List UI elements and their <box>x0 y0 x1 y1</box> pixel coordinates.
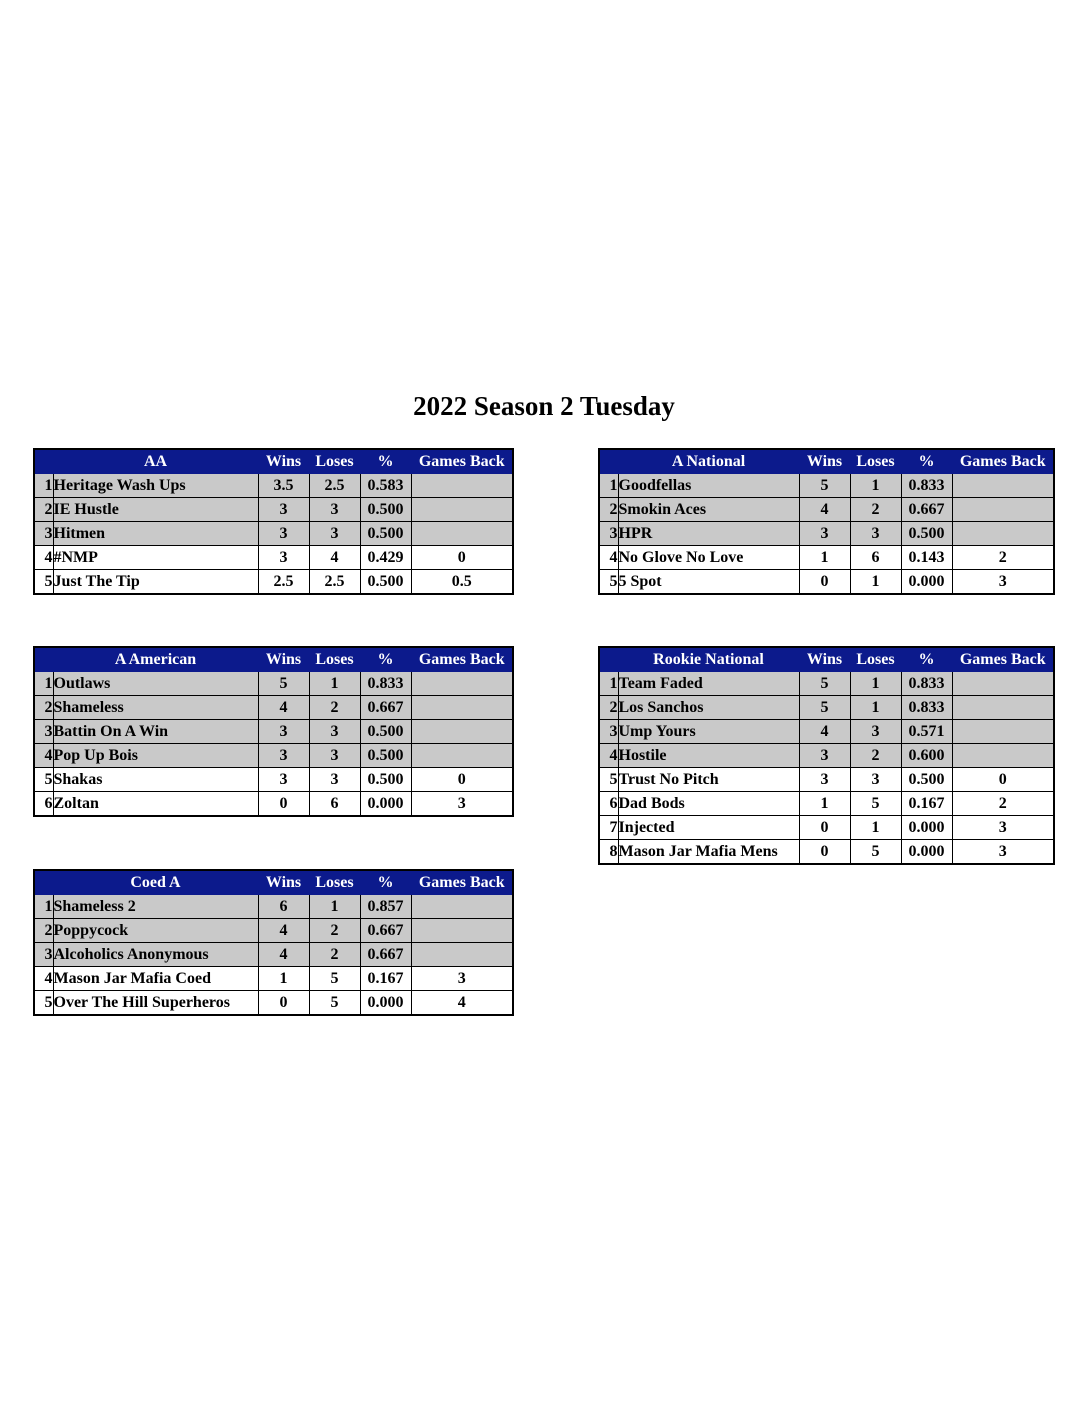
rank-cell: 4 <box>599 546 618 570</box>
wins-cell: 4 <box>258 696 309 720</box>
loses-cell: 2 <box>850 744 901 768</box>
games-back-cell <box>411 672 513 696</box>
loses-cell: 1 <box>850 570 901 595</box>
team-name-cell: Injected <box>618 816 799 840</box>
rank-cell: 1 <box>34 474 53 498</box>
rank-cell: 3 <box>599 522 618 546</box>
loses-cell: 2.5 <box>309 570 360 595</box>
games-back-cell <box>411 474 513 498</box>
wins-cell: 1 <box>258 967 309 991</box>
rank-header <box>34 647 53 672</box>
wins-cell: 3 <box>799 768 850 792</box>
table-row <box>599 768 1054 792</box>
games-back-cell <box>411 498 513 522</box>
rank-header <box>599 647 618 672</box>
loses-header: Loses <box>309 647 360 672</box>
table-row <box>34 919 513 943</box>
table-row <box>34 744 513 768</box>
table-row <box>599 474 1054 498</box>
team-name-cell: Los Sanchos <box>618 696 799 720</box>
division-name: A American <box>53 647 258 672</box>
standings-table-aa <box>33 448 514 595</box>
loses-cell: 2 <box>309 943 360 967</box>
games-back-header: Games Back <box>411 449 513 474</box>
table-row <box>599 720 1054 744</box>
rank-cell: 2 <box>34 919 53 943</box>
wins-cell: 3 <box>258 546 309 570</box>
team-name-cell: Dad Bods <box>618 792 799 816</box>
wins-cell: 1 <box>799 546 850 570</box>
pct-cell: 0.500 <box>360 522 411 546</box>
wins-cell: 3 <box>258 522 309 546</box>
pct-cell: 0.500 <box>901 522 952 546</box>
team-name-cell: Shameless 2 <box>53 895 258 919</box>
loses-cell: 3 <box>309 522 360 546</box>
wins-cell: 5 <box>799 474 850 498</box>
loses-cell: 6 <box>850 546 901 570</box>
loses-cell: 3 <box>309 720 360 744</box>
pct-cell: 0.833 <box>901 474 952 498</box>
games-back-cell <box>952 720 1054 744</box>
rank-cell: 6 <box>34 792 53 817</box>
wins-cell: 3 <box>258 498 309 522</box>
wins-header: Wins <box>799 647 850 672</box>
games-back-cell <box>952 696 1054 720</box>
table-row <box>599 840 1054 865</box>
loses-cell: 3 <box>850 522 901 546</box>
games-back-cell: 0 <box>411 546 513 570</box>
wins-cell: 5 <box>258 672 309 696</box>
wins-cell: 0 <box>258 991 309 1016</box>
pct-cell: 0.000 <box>360 991 411 1016</box>
rank-cell: 2 <box>34 696 53 720</box>
team-name-cell: Shakas <box>53 768 258 792</box>
table-header-row <box>599 647 1054 672</box>
table-row <box>34 570 513 595</box>
loses-cell: 3 <box>309 498 360 522</box>
wins-cell: 0 <box>799 570 850 595</box>
rank-cell: 1 <box>34 895 53 919</box>
table-header-row <box>34 870 513 895</box>
table-row <box>34 522 513 546</box>
table-header-row <box>34 449 513 474</box>
pct-cell: 0.000 <box>901 840 952 865</box>
games-back-cell: 3 <box>952 816 1054 840</box>
table-row <box>34 895 513 919</box>
rank-cell: 2 <box>599 498 618 522</box>
loses-cell: 5 <box>850 840 901 865</box>
games-back-cell: 2 <box>952 792 1054 816</box>
table-row <box>34 720 513 744</box>
wins-cell: 4 <box>799 720 850 744</box>
wins-cell: 0 <box>799 816 850 840</box>
loses-cell: 5 <box>309 991 360 1016</box>
loses-cell: 2 <box>309 919 360 943</box>
division-name: Coed A <box>53 870 258 895</box>
pct-header: % <box>901 449 952 474</box>
games-back-cell: 4 <box>411 991 513 1016</box>
wins-cell: 6 <box>258 895 309 919</box>
division-name: A National <box>618 449 799 474</box>
team-name-cell: Mason Jar Mafia Coed <box>53 967 258 991</box>
loses-cell: 2.5 <box>309 474 360 498</box>
wins-header: Wins <box>799 449 850 474</box>
rank-cell: 1 <box>599 474 618 498</box>
loses-cell: 2 <box>309 696 360 720</box>
division-name: AA <box>53 449 258 474</box>
loses-cell: 1 <box>309 672 360 696</box>
team-name-cell: Heritage Wash Ups <box>53 474 258 498</box>
table-row <box>599 744 1054 768</box>
table-row <box>34 943 513 967</box>
table-row <box>34 991 513 1016</box>
games-back-cell: 3 <box>952 570 1054 595</box>
games-back-header: Games Back <box>411 647 513 672</box>
team-name-cell: Mason Jar Mafia Mens <box>618 840 799 865</box>
loses-cell: 3 <box>850 720 901 744</box>
loses-cell: 4 <box>309 546 360 570</box>
team-name-cell: Smokin Aces <box>618 498 799 522</box>
team-name-cell: 5 Spot <box>618 570 799 595</box>
team-name-cell: Over The Hill Superheros <box>53 991 258 1016</box>
team-name-cell: Trust No Pitch <box>618 768 799 792</box>
pct-cell: 0.500 <box>360 720 411 744</box>
wins-header: Wins <box>258 870 309 895</box>
rank-cell: 7 <box>599 816 618 840</box>
wins-header: Wins <box>258 647 309 672</box>
standings-table-coed-a <box>33 869 514 1016</box>
table-row <box>34 474 513 498</box>
pct-cell: 0.000 <box>360 792 411 817</box>
pct-cell: 0.667 <box>360 943 411 967</box>
team-name-cell: #NMP <box>53 546 258 570</box>
wins-cell: 4 <box>258 919 309 943</box>
pct-cell: 0.833 <box>360 672 411 696</box>
loses-cell: 5 <box>309 967 360 991</box>
loses-cell: 1 <box>309 895 360 919</box>
table-row <box>34 792 513 817</box>
wins-cell: 5 <box>799 696 850 720</box>
wins-cell: 1 <box>799 792 850 816</box>
pct-cell: 0.833 <box>901 696 952 720</box>
wins-header: Wins <box>258 449 309 474</box>
pct-cell: 0.143 <box>901 546 952 570</box>
wins-cell: 3 <box>258 720 309 744</box>
team-name-cell: Outlaws <box>53 672 258 696</box>
rank-header <box>34 870 53 895</box>
wins-cell: 4 <box>258 943 309 967</box>
table-row <box>34 967 513 991</box>
rank-cell: 5 <box>599 570 618 595</box>
rank-header <box>599 449 618 474</box>
table-row <box>599 696 1054 720</box>
team-name-cell: Zoltan <box>53 792 258 817</box>
loses-cell: 5 <box>850 792 901 816</box>
rank-cell: 3 <box>34 943 53 967</box>
loses-cell: 1 <box>850 696 901 720</box>
games-back-header: Games Back <box>952 449 1054 474</box>
loses-header: Loses <box>309 870 360 895</box>
rank-cell: 4 <box>34 744 53 768</box>
team-name-cell: Just The Tip <box>53 570 258 595</box>
rank-cell: 3 <box>599 720 618 744</box>
rank-cell: 8 <box>599 840 618 865</box>
team-name-cell: Goodfellas <box>618 474 799 498</box>
table-row <box>34 546 513 570</box>
games-back-cell: 0.5 <box>411 570 513 595</box>
page-title: 2022 Season 2 Tuesday <box>413 391 675 421</box>
rank-cell: 2 <box>599 696 618 720</box>
rank-cell: 6 <box>599 792 618 816</box>
table-row <box>599 672 1054 696</box>
games-back-header: Games Back <box>952 647 1054 672</box>
games-back-cell <box>411 895 513 919</box>
team-name-cell: IE Hustle <box>53 498 258 522</box>
rank-cell: 5 <box>599 768 618 792</box>
rank-cell: 5 <box>34 768 53 792</box>
games-back-cell: 0 <box>952 768 1054 792</box>
table-header-row <box>34 647 513 672</box>
loses-header: Loses <box>309 449 360 474</box>
games-back-cell <box>411 696 513 720</box>
games-back-cell <box>952 672 1054 696</box>
table-row <box>599 522 1054 546</box>
pct-cell: 0.500 <box>901 768 952 792</box>
loses-cell: 3 <box>309 744 360 768</box>
loses-cell: 3 <box>309 768 360 792</box>
pct-cell: 0.000 <box>901 816 952 840</box>
team-name-cell: Hitmen <box>53 522 258 546</box>
pct-cell: 0.500 <box>360 570 411 595</box>
games-back-cell <box>952 474 1054 498</box>
wins-cell: 0 <box>799 840 850 865</box>
pct-cell: 0.571 <box>901 720 952 744</box>
wins-cell: 2.5 <box>258 570 309 595</box>
pct-cell: 0.667 <box>360 696 411 720</box>
table-row <box>599 498 1054 522</box>
games-back-cell: 3 <box>411 792 513 817</box>
wins-cell: 4 <box>799 498 850 522</box>
rank-cell: 3 <box>34 720 53 744</box>
wins-cell: 3 <box>799 744 850 768</box>
team-name-cell: Shameless <box>53 696 258 720</box>
loses-cell: 3 <box>850 768 901 792</box>
standings-table-a-american <box>33 646 514 817</box>
pct-header: % <box>360 870 411 895</box>
pct-cell: 0.667 <box>901 498 952 522</box>
division-name: Rookie National <box>618 647 799 672</box>
pct-cell: 0.500 <box>360 768 411 792</box>
games-back-cell: 3 <box>952 840 1054 865</box>
table-row <box>599 570 1054 595</box>
team-name-cell: Poppycock <box>53 919 258 943</box>
rank-cell: 1 <box>599 672 618 696</box>
pct-cell: 0.833 <box>901 672 952 696</box>
games-back-cell <box>411 919 513 943</box>
wins-cell: 5 <box>799 672 850 696</box>
pct-header: % <box>360 647 411 672</box>
pct-header: % <box>360 449 411 474</box>
loses-cell: 6 <box>309 792 360 817</box>
rank-cell: 4 <box>34 967 53 991</box>
table-row <box>34 498 513 522</box>
games-back-cell: 3 <box>411 967 513 991</box>
rank-cell: 4 <box>34 546 53 570</box>
team-name-cell: Battin On A Win <box>53 720 258 744</box>
standings-table-rookie-national <box>598 646 1055 865</box>
loses-header: Loses <box>850 449 901 474</box>
games-back-cell: 0 <box>411 768 513 792</box>
loses-cell: 1 <box>850 816 901 840</box>
games-back-cell <box>952 744 1054 768</box>
pct-cell: 0.000 <box>901 570 952 595</box>
pct-cell: 0.167 <box>901 792 952 816</box>
wins-cell: 0 <box>258 792 309 817</box>
loses-cell: 1 <box>850 474 901 498</box>
games-back-cell <box>952 498 1054 522</box>
wins-cell: 3 <box>799 522 850 546</box>
rank-cell: 5 <box>34 570 53 595</box>
team-name-cell: Alcoholics Anonymous <box>53 943 258 967</box>
team-name-cell: Team Faded <box>618 672 799 696</box>
loses-cell: 2 <box>850 498 901 522</box>
pct-cell: 0.667 <box>360 919 411 943</box>
pct-cell: 0.583 <box>360 474 411 498</box>
table-header-row <box>599 449 1054 474</box>
table-row <box>34 768 513 792</box>
loses-cell: 1 <box>850 672 901 696</box>
team-name-cell: Hostile <box>618 744 799 768</box>
pct-header: % <box>901 647 952 672</box>
rank-header <box>34 449 53 474</box>
pct-cell: 0.857 <box>360 895 411 919</box>
rank-cell: 2 <box>34 498 53 522</box>
team-name-cell: Ump Yours <box>618 720 799 744</box>
team-name-cell: Pop Up Bois <box>53 744 258 768</box>
games-back-cell <box>411 744 513 768</box>
table-row <box>599 792 1054 816</box>
table-row <box>599 546 1054 570</box>
table-row <box>34 672 513 696</box>
table-row <box>34 696 513 720</box>
games-back-cell: 2 <box>952 546 1054 570</box>
games-back-cell <box>411 943 513 967</box>
team-name-cell: No Glove No Love <box>618 546 799 570</box>
loses-header: Loses <box>850 647 901 672</box>
wins-cell: 3 <box>258 744 309 768</box>
wins-cell: 3 <box>258 768 309 792</box>
pct-cell: 0.500 <box>360 498 411 522</box>
team-name-cell: HPR <box>618 522 799 546</box>
games-back-cell <box>952 522 1054 546</box>
rank-cell: 1 <box>34 672 53 696</box>
games-back-header: Games Back <box>411 870 513 895</box>
games-back-cell <box>411 720 513 744</box>
rank-cell: 4 <box>599 744 618 768</box>
games-back-cell <box>411 522 513 546</box>
rank-cell: 5 <box>34 991 53 1016</box>
wins-cell: 3.5 <box>258 474 309 498</box>
pct-cell: 0.600 <box>901 744 952 768</box>
pct-cell: 0.429 <box>360 546 411 570</box>
rank-cell: 3 <box>34 522 53 546</box>
pct-cell: 0.500 <box>360 744 411 768</box>
table-row <box>599 816 1054 840</box>
standings-table-a-national <box>598 448 1055 595</box>
pct-cell: 0.167 <box>360 967 411 991</box>
